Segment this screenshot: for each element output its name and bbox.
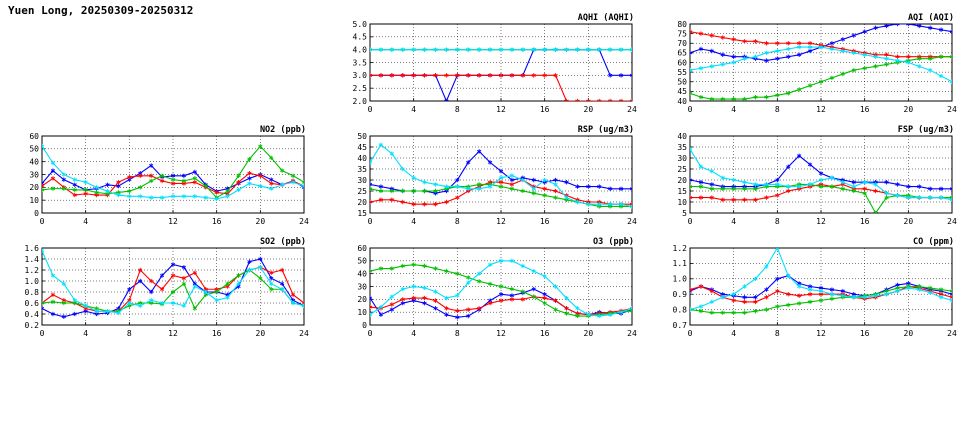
svg-text:0.2: 0.2 (24, 320, 39, 330)
svg-text:8: 8 (454, 217, 460, 226)
svg-text:20: 20 (583, 329, 594, 338)
svg-text:24: 24 (947, 329, 957, 338)
svg-text:0: 0 (39, 217, 45, 226)
svg-text:8: 8 (126, 329, 132, 338)
chart-svg-rsp (340, 124, 638, 229)
svg-text:0: 0 (367, 105, 373, 114)
svg-text:60: 60 (677, 58, 687, 68)
svg-text:65: 65 (677, 48, 687, 58)
svg-text:24: 24 (627, 329, 637, 338)
svg-text:60: 60 (357, 243, 367, 253)
svg-text:0: 0 (39, 329, 45, 338)
svg-text:1.6: 1.6 (24, 243, 39, 253)
svg-text:8: 8 (774, 217, 780, 226)
svg-text:0.8: 0.8 (24, 287, 39, 297)
svg-text:35: 35 (677, 142, 687, 152)
svg-text:5.0: 5.0 (352, 19, 367, 29)
svg-text:1.0: 1.0 (672, 274, 687, 284)
svg-text:20: 20 (357, 197, 367, 207)
svg-text:12: 12 (496, 217, 506, 226)
svg-text:4.5: 4.5 (352, 32, 367, 42)
svg-text:24: 24 (627, 217, 637, 226)
svg-text:12: 12 (816, 105, 826, 114)
svg-text:30: 30 (357, 175, 367, 185)
svg-text:20: 20 (583, 105, 594, 114)
svg-text:4: 4 (411, 329, 417, 338)
svg-text:20: 20 (255, 217, 266, 226)
chart-svg-fsp (660, 124, 958, 229)
svg-text:0: 0 (34, 208, 39, 218)
svg-text:0.6: 0.6 (24, 298, 39, 308)
svg-text:20: 20 (677, 175, 687, 185)
chart-svg-o3 (340, 236, 638, 341)
chart-svg-aqi (660, 12, 958, 117)
svg-text:20: 20 (255, 329, 266, 338)
svg-text:12: 12 (496, 105, 506, 114)
svg-text:50: 50 (677, 77, 687, 87)
svg-text:4: 4 (731, 217, 737, 226)
svg-text:0.9: 0.9 (672, 290, 687, 299)
chart-svg-so2 (12, 236, 310, 341)
svg-text:12: 12 (496, 329, 506, 338)
chart-panel-no2 (12, 124, 310, 229)
svg-text:75: 75 (677, 29, 687, 39)
svg-text:5: 5 (682, 208, 687, 218)
svg-text:4.0: 4.0 (352, 45, 367, 55)
svg-text:60: 60 (29, 131, 39, 141)
svg-text:8: 8 (774, 105, 780, 114)
chart-panel-aqhi (340, 12, 638, 117)
svg-text:80: 80 (677, 19, 687, 29)
chart-svg-aqhi (340, 12, 638, 117)
chart-title-so2: SO2 (ppb) (259, 237, 306, 247)
chart-title-co: CO (ppm) (913, 237, 954, 247)
svg-text:35: 35 (357, 164, 367, 174)
svg-text:1.0: 1.0 (24, 276, 39, 286)
svg-text:0: 0 (687, 329, 693, 338)
svg-text:1.2: 1.2 (24, 265, 39, 275)
svg-text:45: 45 (357, 142, 367, 152)
chart-panel-rsp (340, 124, 638, 229)
svg-text:24: 24 (299, 217, 309, 226)
svg-text:16: 16 (539, 217, 550, 226)
chart-svg-co (660, 236, 958, 341)
svg-text:12: 12 (816, 217, 826, 226)
svg-text:3.0: 3.0 (352, 71, 367, 81)
svg-text:16: 16 (859, 329, 870, 338)
chart-title-fsp: FSP (ug/m3) (897, 125, 954, 135)
svg-text:0: 0 (687, 105, 693, 114)
svg-text:15: 15 (357, 208, 367, 218)
svg-text:24: 24 (947, 217, 957, 226)
chart-svg-no2 (12, 124, 310, 229)
svg-text:2.5: 2.5 (352, 83, 367, 93)
svg-text:4: 4 (83, 217, 89, 226)
svg-text:16: 16 (539, 105, 550, 114)
svg-text:15: 15 (677, 186, 687, 196)
svg-text:24: 24 (627, 105, 637, 114)
svg-text:45: 45 (677, 87, 687, 97)
svg-text:24: 24 (947, 105, 957, 114)
svg-text:20: 20 (29, 183, 39, 193)
chart-panel-fsp (660, 124, 958, 229)
svg-text:16: 16 (859, 105, 870, 114)
svg-text:10: 10 (677, 197, 687, 207)
svg-text:1.2: 1.2 (672, 243, 687, 253)
svg-text:4: 4 (411, 105, 417, 114)
svg-text:12: 12 (816, 329, 826, 338)
svg-text:1.4: 1.4 (24, 254, 39, 264)
svg-text:4: 4 (411, 217, 417, 226)
chart-title-rsp: RSP (ug/m3) (577, 125, 634, 135)
chart-panel-aqi (660, 12, 958, 117)
chart-panel-co (660, 236, 958, 341)
svg-text:12: 12 (168, 217, 178, 226)
svg-text:8: 8 (774, 329, 780, 338)
svg-text:16: 16 (859, 217, 870, 226)
svg-text:20: 20 (583, 217, 594, 226)
chart-title-aqhi: AQHI (AQHI) (577, 13, 634, 23)
chart-title-no2: NO2 (ppb) (259, 125, 306, 135)
svg-text:40: 40 (677, 131, 687, 141)
svg-text:40: 40 (357, 269, 367, 279)
svg-text:8: 8 (126, 217, 132, 226)
svg-text:0.7: 0.7 (672, 320, 687, 330)
svg-text:40: 40 (357, 153, 367, 163)
svg-text:1.1: 1.1 (672, 259, 687, 269)
chart-title-o3: O3 (ppb) (593, 237, 634, 247)
svg-text:8: 8 (454, 105, 460, 114)
svg-text:8: 8 (454, 329, 460, 338)
svg-text:0: 0 (367, 329, 373, 338)
svg-text:25: 25 (357, 186, 367, 196)
svg-text:4: 4 (731, 329, 737, 338)
svg-text:0: 0 (362, 320, 367, 330)
svg-text:4: 4 (731, 105, 737, 114)
svg-text:70: 70 (677, 39, 687, 49)
svg-text:0: 0 (687, 217, 693, 226)
svg-text:50: 50 (357, 256, 367, 266)
svg-text:24: 24 (299, 329, 309, 338)
svg-text:16: 16 (211, 329, 222, 338)
svg-text:16: 16 (539, 329, 550, 338)
svg-text:30: 30 (29, 170, 39, 180)
svg-text:4: 4 (83, 329, 89, 338)
svg-text:16: 16 (211, 217, 222, 226)
svg-text:20: 20 (903, 329, 914, 338)
svg-text:30: 30 (357, 282, 367, 292)
svg-text:10: 10 (29, 195, 39, 205)
svg-text:0.8: 0.8 (672, 305, 687, 315)
svg-text:30: 30 (677, 153, 687, 163)
svg-text:50: 50 (29, 144, 39, 154)
svg-text:10: 10 (357, 307, 367, 317)
chart-panel-o3 (340, 236, 638, 341)
svg-text:50: 50 (357, 131, 367, 141)
svg-text:12: 12 (168, 329, 178, 338)
svg-text:40: 40 (29, 157, 39, 167)
svg-text:3.5: 3.5 (352, 58, 367, 68)
svg-text:55: 55 (677, 67, 687, 77)
svg-text:2.0: 2.0 (352, 96, 367, 106)
chart-title-aqi: AQI (AQI) (907, 13, 954, 23)
page-title: Yuen Long, 20250309-20250312 (8, 4, 194, 17)
chart-panel-so2 (12, 236, 310, 341)
svg-text:0.4: 0.4 (24, 309, 39, 319)
svg-text:25: 25 (677, 164, 687, 174)
svg-text:20: 20 (903, 105, 914, 114)
svg-text:20: 20 (903, 217, 914, 226)
svg-text:0: 0 (367, 217, 373, 226)
svg-text:20: 20 (357, 295, 367, 305)
svg-text:40: 40 (677, 96, 687, 106)
